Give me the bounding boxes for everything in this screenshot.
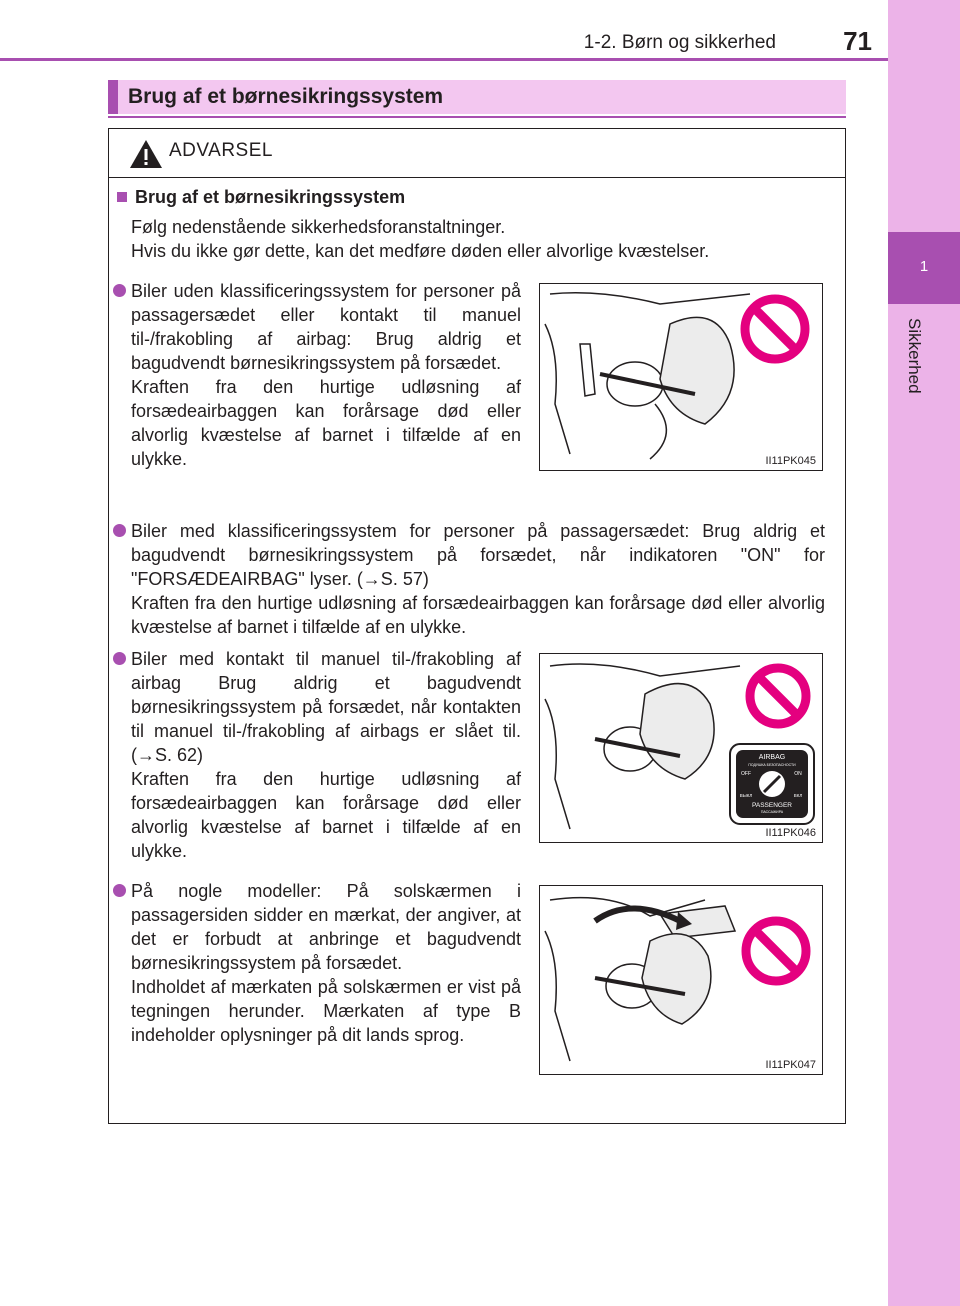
bullet-paragraph: På nogle modeller: På solskærmen i passagersiden sidder en mærkat, der angiver, at det er forbudt at anbringe et bagudvendt børnesikringssystem på forsædet. [131, 881, 521, 973]
header-rule [0, 58, 888, 61]
switch-label-bottom-sub: ПАССАЖИРА [760, 810, 784, 814]
bullet-item [131, 519, 825, 639]
bullet-dot-icon [113, 284, 126, 297]
bullet-paragraph: Biler med kontakt til manuel til-/frakobling af airbag Brug aldrig et bagudvendt børnesikringssystem på forsædet, når kontakten til manuel til-/frakobling af airbags er slået til. (→S. 62) [131, 649, 521, 765]
bullet-paragraph: Kraften fra den hurtige udløsning af forsædeairbaggen kan forårsage død eller alvorlig kvæstelse af barnet i tilfælde af en ulykke. [131, 377, 521, 469]
bullet-paragraph: Kraften fra den hurtige udløsning af forsædeairbaggen kan forårsage død eller alvorlig kvæstelse af barnet i tilfælde af en ulykke. [131, 593, 825, 637]
switch-label-top: AIRBAG [758, 754, 786, 761]
warning-title: ADVARSEL [169, 140, 273, 161]
switch-label-off-sub: ВЫКЛ [739, 793, 753, 798]
figure-airbag-no-classification [539, 283, 823, 471]
airbag-seat-illustration [540, 284, 822, 470]
warning-subhead-text: Brug af et børnesikringssystem [135, 187, 406, 207]
warning-intro-line: Følg nedenstående sikkerhedsforanstaltninger. [131, 217, 506, 237]
switch-label-off: OFF [741, 771, 751, 777]
side-tab-chapter-label: Sikkerhed [905, 318, 924, 394]
sun-visor-illustration [540, 886, 822, 1074]
switch-label-bottom: PASSENGER [752, 802, 792, 809]
square-bullet-icon [117, 192, 127, 202]
bullet-dot-icon [113, 884, 126, 897]
figure-code: II11PK047 [765, 1059, 816, 1071]
warning-triangle-icon [129, 139, 163, 169]
warning-subhead [117, 187, 405, 208]
switch-label-on-sub: ВКЛ [793, 793, 803, 798]
figure-sun-visor-label [539, 885, 823, 1075]
page-number: 71 [843, 26, 872, 56]
bullet-paragraph: Biler med klassificeringssystem for personer på passagersædet: Brug aldrig et bagudvendt børnesikringssystem på forsædet, når indikatoren "ON" for "FORSÆDEAIRBAG" lyser. (→S. 57) [131, 521, 825, 589]
bullet-item [131, 279, 521, 471]
switch-label-top-sub: ПОДУШКА БЕЗОПАСНОСТИ [748, 763, 796, 767]
warning-box [108, 128, 846, 1124]
bullet-paragraph: Biler uden klassificeringssystem for personer på passagersædet eller kontakt til manuel til-/frakobling af airbag: Brug aldrig et bagudvendt børnesikringssystem på forsædet. [131, 281, 521, 373]
side-tab-chapter-number: 1 [919, 258, 929, 275]
figure-code: II11PK045 [765, 455, 816, 467]
side-tab-strip [888, 0, 960, 1306]
bullet-paragraph: Indholdet af mærkaten på solskærmen er vist på tegningen herunder. Mærkaten af type B indeholder oplysninger på dit lands sprog. [131, 977, 521, 1045]
warning-intro [131, 215, 831, 263]
warning-intro-line: Hvis du ikke gør dette, kan det medføre døden eller alvorlige kvæstelser. [131, 241, 710, 261]
bullet-item [131, 647, 521, 863]
bullet-item [131, 879, 521, 1047]
bullet-paragraph: Kraften fra den hurtige udløsning af forsædeairbaggen kan forårsage død eller alvorlig kvæstelse af barnet i tilfælde af en ulykke. [131, 769, 521, 861]
warning-header [109, 129, 845, 178]
bullet-dot-icon [113, 652, 126, 665]
section-title-rule [108, 116, 846, 118]
switch-label-on: ON [794, 771, 802, 777]
bullet-dot-icon [113, 524, 126, 537]
airbag-switch-illustration [540, 654, 822, 842]
header-section-title: 1-2. Børn og sikkerhed [583, 32, 776, 53]
figure-airbag-manual-switch [539, 653, 823, 843]
section-title: Brug af et børnesikringssystem [108, 80, 846, 114]
figure-code: II11PK046 [765, 827, 816, 839]
